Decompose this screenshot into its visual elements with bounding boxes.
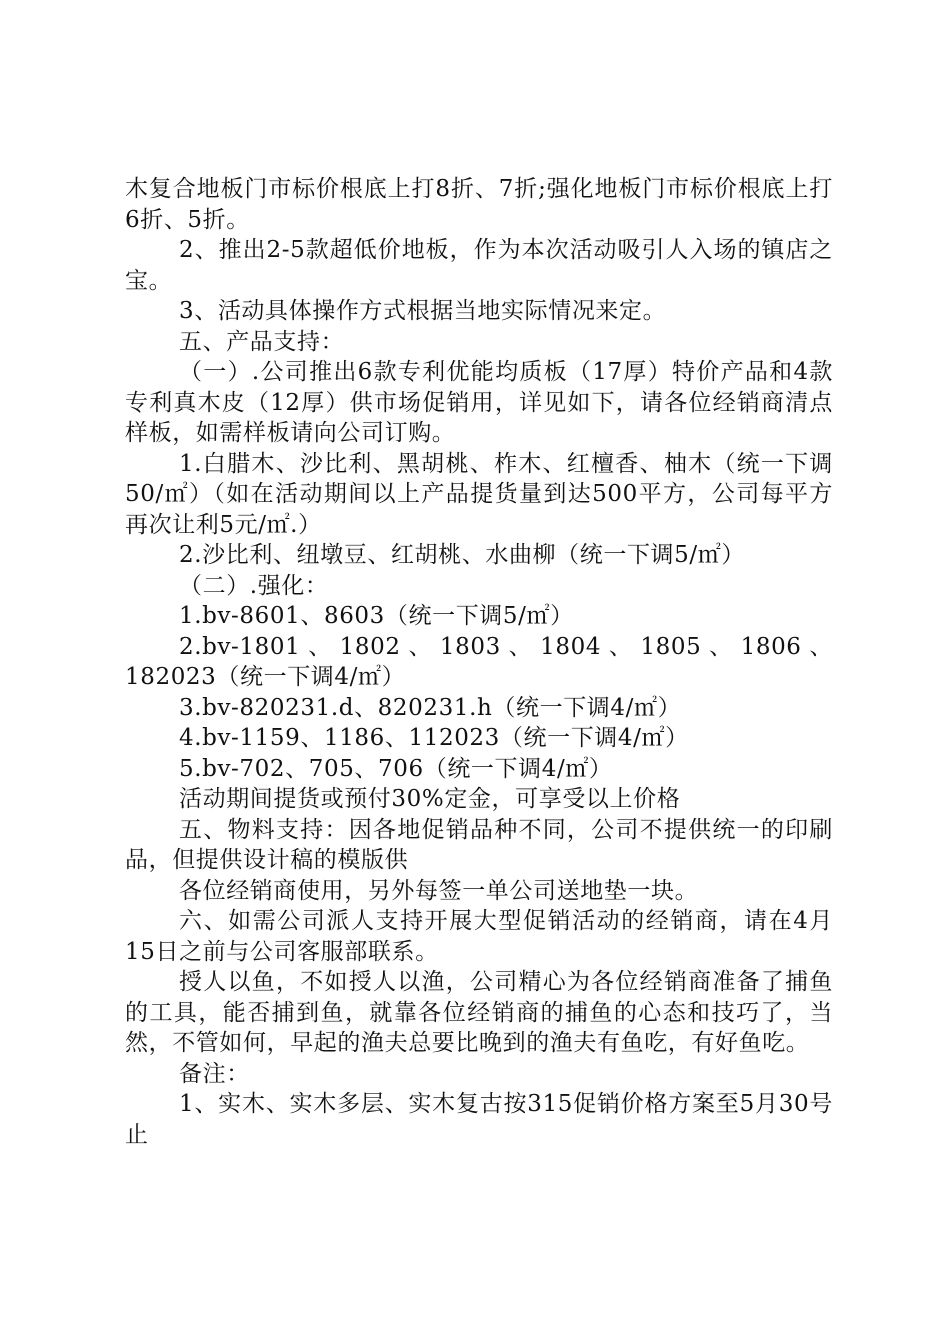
section-heading-product-support: 五、产品支持： <box>179 328 345 355</box>
list-item-bv-702: 5.bv-702、705、706（统一下调4/㎡） <box>179 755 613 782</box>
paragraph-operation-method: 3、活动具体操作方式根据当地实际情况来定。 <box>179 298 667 324</box>
list-item-bv-820231: 3.bv-820231.d、820231.h（统一下调4/㎡） <box>179 694 682 721</box>
paragraph-remark-1: 1、实木、实木多层、实木复古按315促销价格方案至5月30号止 <box>125 1091 833 1148</box>
paragraph-deposit-terms: 活动期间提货或预付30%定金，可享受以上价格 <box>179 786 681 812</box>
paragraph-low-price-floors: 2、推出2-5款超低价地板，作为本次活动吸引人入场的镇店之宝。 <box>125 237 833 294</box>
section-heading-material-support: 五、物料支持：因各地促销品种不同，公司不提供统一的印刷品，但提供设计稿的模版供 <box>125 816 833 873</box>
paragraph-discount-continued: 木复合地板门市标价根底上打8折、7折;强化地板门市标价根底上打6折、5折。 <box>125 176 833 233</box>
list-item-bv-1801: 2.bv-1801、1802、1803、1804、1805、1806、182023（统一下调4/㎡） <box>125 633 833 690</box>
paragraph-special-products: （一）.公司推出6款专利优能均质板（17厚）特价产品和4款专利真木皮（12厚）供市场促销用，详见如下，请各位经销商清点样板，如需样板请向公司订购。 <box>125 359 833 446</box>
subheading-laminate: （二）.强化： <box>179 572 329 599</box>
list-item-bv-1159: 4.bv-1159、1186、112023（统一下调4/㎡） <box>179 725 689 751</box>
section-heading-staff-support: 六、如需公司派人支持开展大型促销活动的经销商，请在4月15日之前与公司客服部联系。 <box>125 908 833 965</box>
heading-remarks: 备注： <box>179 1060 250 1087</box>
paragraph-floor-mat-gift: 各位经销商使用，另外每签一单公司送地垫一块。 <box>179 877 699 904</box>
list-item-bv-8601: 1.bv-8601、8603（统一下调5/㎡） <box>179 603 574 629</box>
list-item-wood-species-2: 2.沙比利、纽墩豆、红胡桃、水曲柳（统一下调5/㎡） <box>179 542 745 568</box>
document-body <box>125 174 833 1150</box>
list-item-wood-species-1: 1.白腊木、沙比利、黑胡桃、柞木、红檀香、柚木（统一下调50/㎡）（如在活动期间以上产品提货量到达500平方，公司每平方再次让利5元/㎡.） <box>125 450 833 538</box>
paragraph-fishing-metaphor: 授人以鱼，不如授人以渔，公司精心为各位经销商准备了捕鱼的工具，能否捕到鱼，就靠各位经销商的捕鱼的心态和技巧了，当然，不管如何，早起的渔夫总要比晚到的渔夫有鱼吃，有好鱼吃。 <box>125 969 833 1056</box>
